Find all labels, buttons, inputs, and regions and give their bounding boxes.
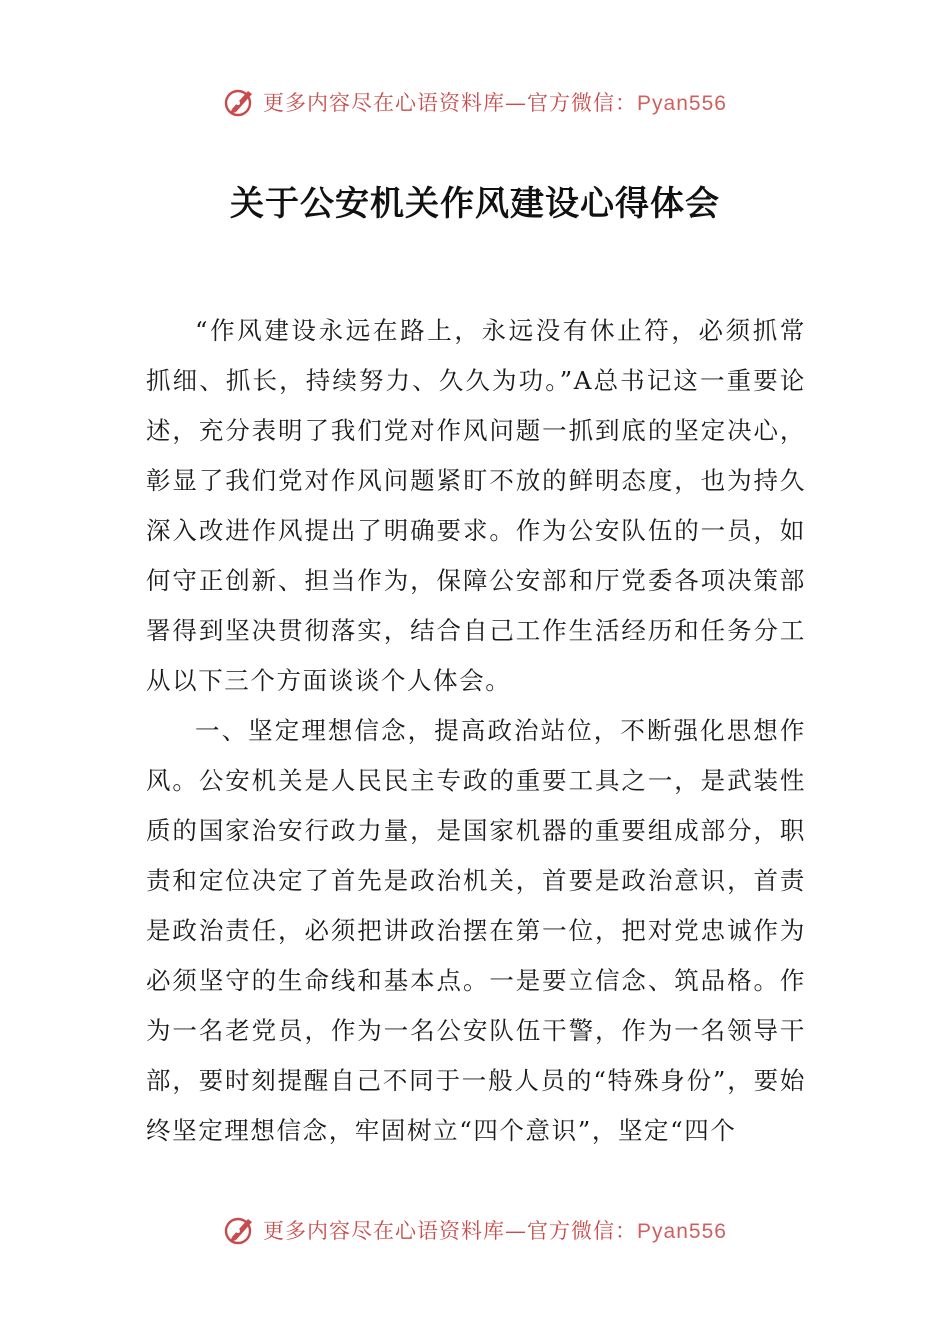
- footer-banner-wechat-id: Pyan556: [637, 1220, 727, 1243]
- paragraph-2: 一、坚定理想信念，提高政治站位，不断强化思想作风。公安机关是人民民主专政的重要工具之一，是武装性质的国家治安行政力量，是国家机器的重要组成部分，职责和定位决定了首先是政治机关，首要是政治意识，首责是政治责任，必须把讲政治摆在第一位，把对党忠诚作为必须坚守的生命线和基本点。一是要立信念、筑品格。作为一名老党员，作为一名公安队伍干警，作为一名领导干部，要时刻提醒自己不同于一般人员的“特殊身份”，要始终坚定理想信念，牢固树立“四个意识”，坚定“四个: [146, 716, 806, 1145]
- header-banner-text: [263, 87, 727, 117]
- footer-banner-label: 更多内容尽在心语资料库—官方微信：: [263, 1219, 638, 1243]
- footer-banner: [0, 1210, 950, 1250]
- paragraph-1: “作风建设永远在路上，永远没有休止符，必须抓常抓细、抓长，持续努力、久久为功。”A总书记这一重要论述，充分表明了我们党对作风问题一抓到底的坚定决心，彰显了我们党对作风问题紧盯不放的鲜明态度，也为持久深入改进作风提出了明确要求。作为公安队伍的一员，如何守正创新、担当作为，保障公安部和厅党委各项决策部署得到坚决贯彻落实，结合自己工作生活经历和任务分工从以下三个方面谈谈个人体会。: [146, 316, 806, 695]
- header-banner-wechat-id: Pyan556: [637, 92, 727, 115]
- pen-circle-logo-icon: [223, 85, 257, 119]
- document-body: [146, 306, 806, 1156]
- header-banner-label: 更多内容尽在心语资料库—官方微信：: [263, 91, 638, 115]
- footer-banner-text: [263, 1215, 727, 1245]
- document-title: 关于公安机关作风建设心得体会: [230, 184, 720, 224]
- pen-circle-logo-icon: [223, 1213, 257, 1247]
- header-banner: [0, 82, 950, 122]
